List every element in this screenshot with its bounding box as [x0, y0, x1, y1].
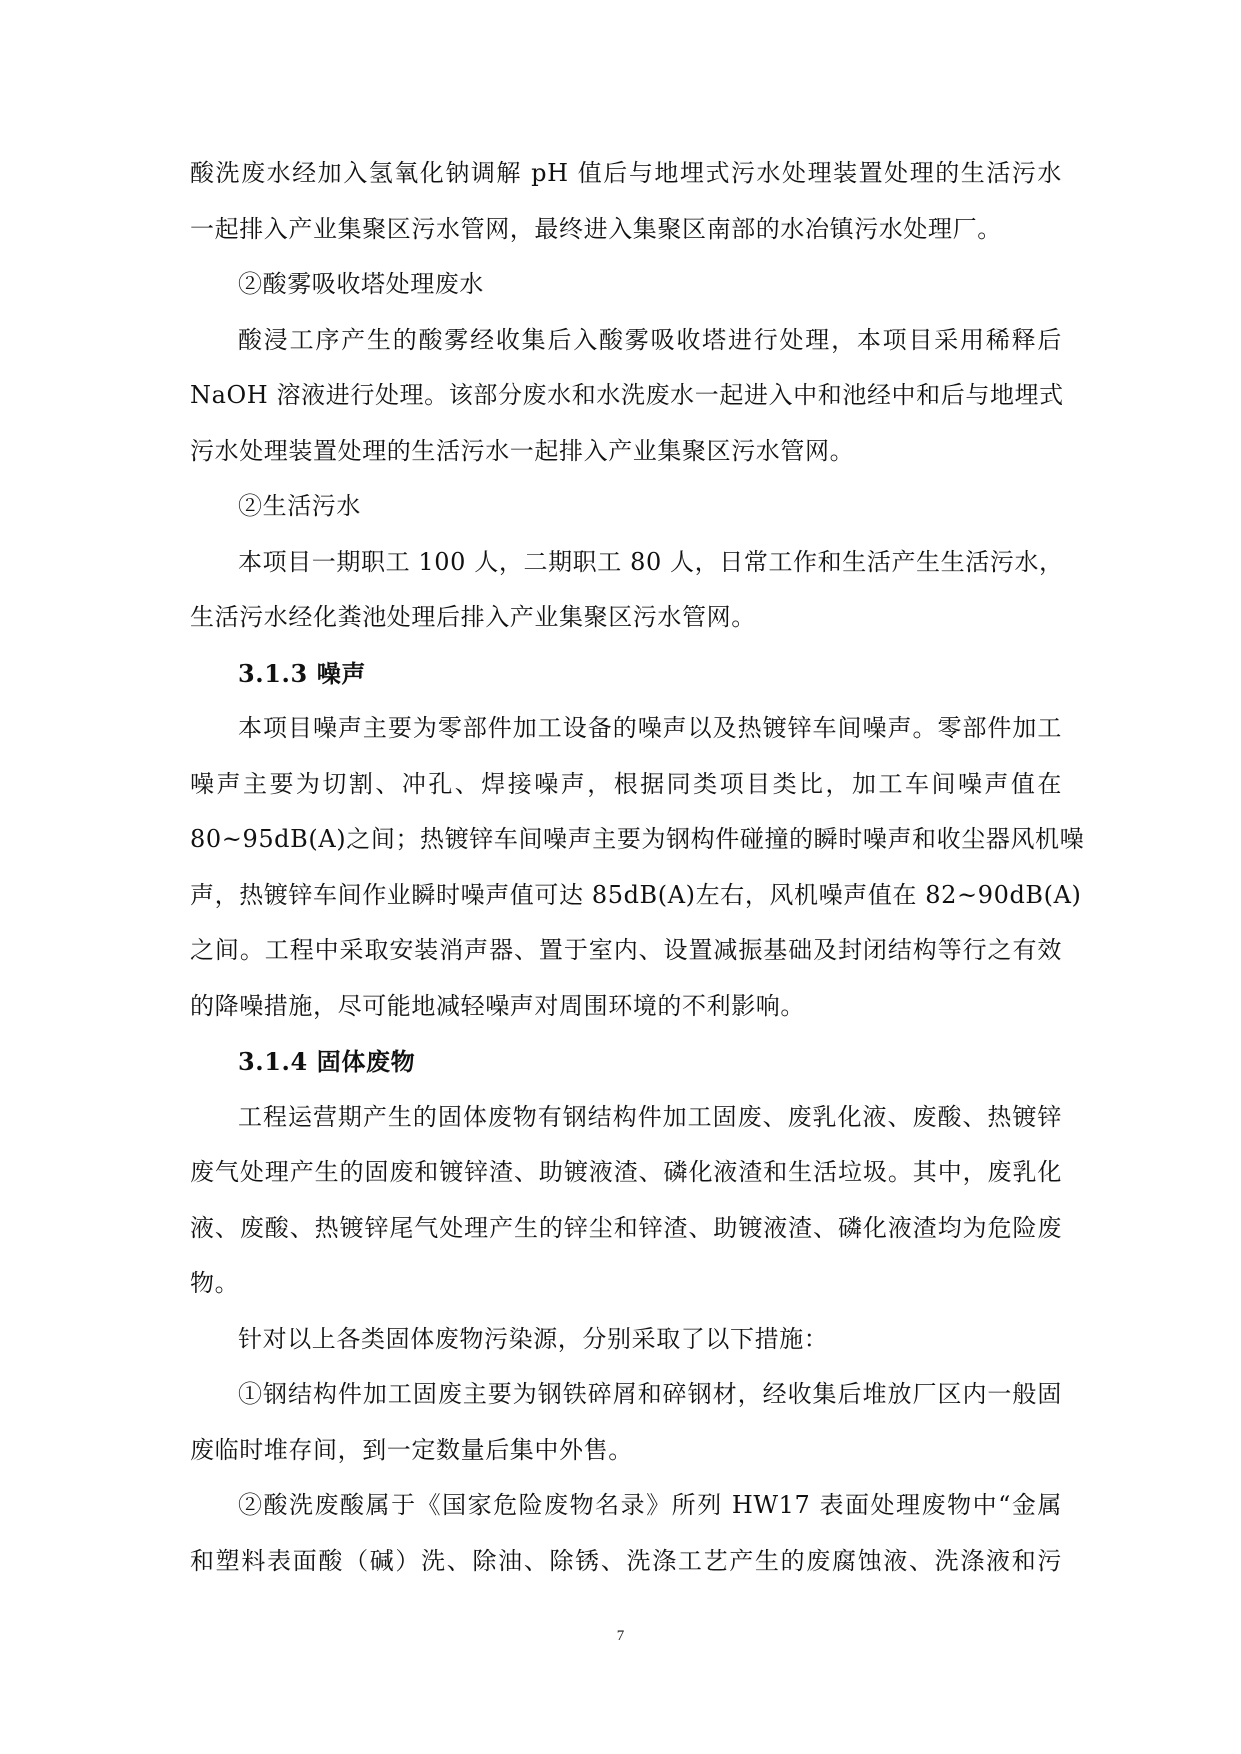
section-heading: 3.1.4 固体废物 [238, 1047, 416, 1076]
paragraph-line: ①钢结构件加工固废主要为钢铁碎屑和碎钢材，经收集后堆放厂区内一般固 [238, 1380, 1062, 1408]
paragraph-line: 噪声主要为切割、冲孔、焊接噪声，根据同类项目类比，加工车间噪声值在 [190, 769, 1062, 798]
paragraph-line: 和塑料表面酸（碱）洗、除油、除锈、洗涤工艺产生的废腐蚀液、洗涤液和污 [190, 1546, 1062, 1575]
paragraph-line: 一起排入产业集聚区污水管网，最终进入集聚区南部的水冶镇污水处理厂。 [190, 214, 1002, 243]
paragraph-line: ②酸洗废酸属于《国家危险废物名录》所列 HW17 表面处理废物中“金属 [238, 1491, 1062, 1519]
paragraph-line: NaOH 溶液进行处理。该部分废水和水洗废水一起进入中和池经中和后与地埋式 [190, 381, 1064, 409]
paragraph-line: 工程运营期产生的固体废物有钢结构件加工固废、废乳化液、废酸、热镀锌 [238, 1102, 1062, 1131]
paragraph-line: 的降噪措施，尽可能地减轻噪声对周围环境的不利影响。 [190, 991, 805, 1020]
paragraph-line: 酸浸工序产生的酸雾经收集后入酸雾吸收塔进行处理，本项目采用稀释后 [238, 325, 1062, 354]
paragraph-line: 液、废酸、热镀锌尾气处理产生的锌尘和锌渣、助镀液渣、磷化液渣均为危险废 [190, 1213, 1062, 1242]
paragraph-line: 酸洗废水经加入氢氧化钠调解 pH 值后与地埋式污水处理装置处理的生活污水 [190, 159, 1062, 187]
page-number: 7 [616, 1628, 625, 1644]
paragraph-line: 声，热镀锌车间作业瞬时噪声值可达 85dB(A)左右，风机噪声值在 82~90dB(A) [190, 880, 1082, 909]
paragraph-line: 物。 [190, 1269, 240, 1297]
paragraph-line: 废临时堆存间，到一定数量后集中外售。 [190, 1435, 633, 1464]
paragraph-line: 本项目噪声主要为零部件加工设备的噪声以及热镀锌车间噪声。零部件加工 [238, 714, 1062, 742]
section-heading: 3.1.3 噪声 [238, 658, 366, 688]
paragraph-line: 本项目一期职工 100 人，二期职工 80 人，日常工作和生活产生生活污水， [238, 547, 1064, 576]
paragraph-line: 之间。工程中采取安装消声器、置于室内、设置减振基础及封闭结构等行之有效 [190, 936, 1062, 964]
paragraph-line: 80~95dB(A)之间；热镀锌车间噪声主要为钢构件碰撞的瞬时噪声和收尘器风机噪 [190, 825, 1085, 853]
paragraph-line: 污水处理装置处理的生活污水一起排入产业集聚区污水管网。 [190, 436, 855, 465]
paragraph-line: 生活污水经化粪池处理后排入产业集聚区污水管网。 [190, 603, 756, 631]
document-page [190, 146, 1085, 1589]
subsection-label: ②生活污水 [238, 492, 361, 520]
paragraph-line: 废气处理产生的固废和镀锌渣、助镀液渣、磷化液渣和生活垃圾。其中，废乳化 [190, 1158, 1062, 1186]
paragraph-line: 针对以上各类固体废物污染源，分别采取了以下措施： [238, 1324, 829, 1353]
subsection-label: ②酸雾吸收塔处理废水 [238, 270, 484, 298]
